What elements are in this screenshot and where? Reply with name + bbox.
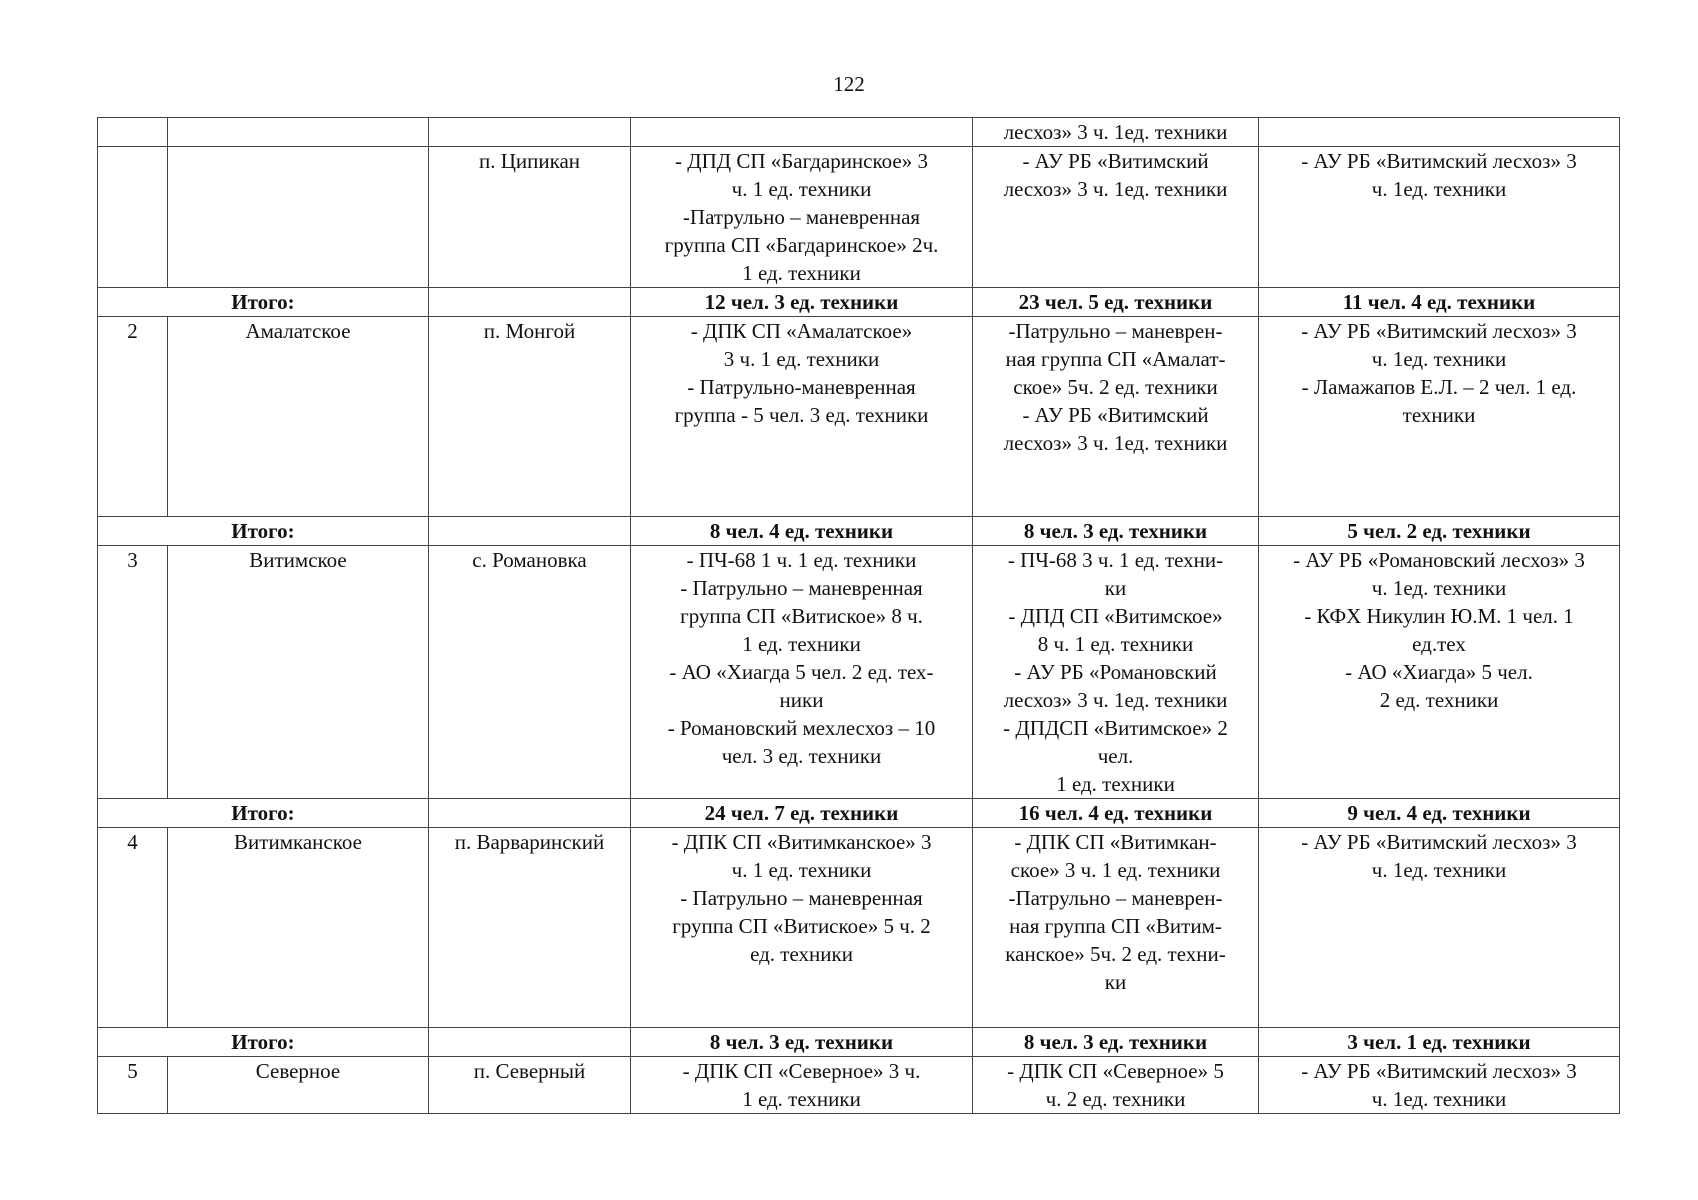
cell-num: 4 — [98, 828, 168, 1028]
total-col6: 5 чел. 2 ед. техники — [1259, 517, 1620, 546]
cell-text-line: 1 ед. техники — [742, 632, 861, 656]
cell-text-line: 3 ч. 1 ед. техники — [723, 347, 880, 371]
cell-text-line: лесхоз» 3 ч. 1ед. техники — [1003, 688, 1228, 712]
table-row — [98, 828, 1620, 1028]
cell-text-line: ки — [1104, 576, 1127, 600]
cell-text-line: - АО «Хиагда 5 чел. 2 ед. тех- — [669, 660, 934, 684]
cell-text-line: ед.тех — [1412, 632, 1466, 656]
cell-text-line: 8 ч. 1 ед. техники — [1037, 632, 1194, 656]
cell-text-line: -Патрульно – маневрен- — [1008, 886, 1223, 910]
total-col6: 3 чел. 1 ед. техники — [1259, 1028, 1620, 1057]
cell-text-line: - ДПК СП «Витимканское» 3 — [671, 830, 932, 854]
cell-col4 — [631, 147, 973, 288]
cell-locality: с. Романовка — [429, 546, 631, 799]
total-col5: 8 чел. 3 ед. техники — [973, 1028, 1259, 1057]
cell-col6 — [1259, 546, 1620, 799]
cell-settlement-name: Амалатское — [168, 317, 429, 517]
cell-text-line: ское» 5ч. 2 ед. техники — [1013, 375, 1218, 399]
cell-locality: п. Ципикан — [429, 147, 631, 288]
cell-text-line: - АУ РБ «Витимский — [1022, 149, 1209, 173]
total-locality-empty — [429, 288, 631, 317]
total-label: Итого: — [98, 1028, 429, 1057]
cell-text-line: - АУ РБ «Витимский лесхоз» 3 — [1301, 319, 1577, 343]
cell-col5 — [973, 317, 1259, 517]
cell-text-line: - АУ РБ «Романовский лесхоз» 3 — [1293, 548, 1585, 572]
cell-text-line: - ПЧ-68 3 ч. 1 ед. техни- — [1007, 548, 1224, 572]
total-col5: 23 чел. 5 ед. техники — [973, 288, 1259, 317]
cell-text-line: - ПЧ-68 1 ч. 1 ед. техники — [686, 548, 917, 572]
cell-text-line: ч. 1ед. техники — [1371, 347, 1507, 371]
cell-text-line: - ДПДСП «Витимское» 2 — [1003, 716, 1228, 740]
cell-num: 2 — [98, 317, 168, 517]
cell-col5 — [973, 147, 1259, 288]
table-row — [98, 317, 1620, 517]
cell-locality — [429, 118, 631, 147]
cell-col6 — [1259, 828, 1620, 1028]
cell-text-line: чел. 3 ед. техники — [721, 744, 882, 768]
cell-text-line: ч. 1 ед. техники — [731, 858, 872, 882]
cell-settlement-name: Витимканское — [168, 828, 429, 1028]
cell-text-line: - ДПК СП «Амалатское» — [690, 319, 913, 343]
cell-col4 — [631, 546, 973, 799]
total-col4: 8 чел. 3 ед. техники — [631, 1028, 973, 1057]
cell-text-line: - ДПК СП «Северное» 5 — [1007, 1059, 1224, 1083]
cell-text-line: - ДПК СП «Северное» 3 ч. — [682, 1059, 921, 1083]
cell-text-line: техники — [1402, 403, 1476, 427]
cell-text-line: 2 ед. техники — [1379, 688, 1499, 712]
cell-text-line: ч. 2 ед. техники — [1045, 1087, 1186, 1111]
cell-text-line: - ДПД СП «Витимское» — [1008, 604, 1223, 628]
cell-text-line: ч. 1ед. техники — [1371, 858, 1507, 882]
cell-text-line: ная группа СП «Амалат- — [1005, 347, 1226, 371]
cell-text-line: - Романовский мехлесхоз – 10 — [667, 716, 936, 740]
cell-col5 — [973, 118, 1259, 147]
cell-col5 — [973, 828, 1259, 1028]
cell-col4 — [631, 317, 973, 517]
page-number: 122 — [833, 72, 865, 96]
cell-text-line: - АУ РБ «Витимский — [1022, 403, 1209, 427]
cell-text-line: - Патрульно – маневренная — [680, 886, 923, 910]
total-locality-empty — [429, 1028, 631, 1057]
total-col5: 8 чел. 3 ед. техники — [973, 517, 1259, 546]
cell-text-line: ское» 3 ч. 1 ед. техники — [1010, 858, 1221, 882]
total-row — [98, 517, 1620, 546]
cell-text-line: группа СП «Багдаринское» 2ч. — [664, 233, 939, 257]
resources-table-body — [98, 118, 1620, 1114]
cell-text-line: ч. 1ед. техники — [1371, 576, 1507, 600]
cell-text-line: - ДПК СП «Витимкан- — [1014, 830, 1217, 854]
cell-text-line: 1 ед. техники — [742, 1087, 861, 1111]
total-col6: 11 чел. 4 ед. техники — [1259, 288, 1620, 317]
cell-text-line: - ДПД СП «Багдаринское» 3 — [675, 149, 928, 173]
cell-text-line: 1 ед. техники — [1056, 772, 1175, 796]
cell-text-line: лесхоз» 3 ч. 1ед. техники — [1003, 120, 1228, 144]
cell-num: 5 — [98, 1057, 168, 1114]
total-row — [98, 1028, 1620, 1057]
cell-text-line: - АО «Хиагда» 5 чел. — [1345, 660, 1533, 684]
cell-text-line: - Ламажапов Е.Л. – 2 чел. 1 ед. — [1301, 375, 1577, 399]
table-row — [98, 1057, 1620, 1114]
cell-col4 — [631, 828, 973, 1028]
cell-text-line: ч. 1ед. техники — [1371, 177, 1507, 201]
cell-col6 — [1259, 147, 1620, 288]
cell-text-line: - КФХ Никулин Ю.М. 1 чел. 1 — [1304, 604, 1574, 628]
cell-locality: п. Варваринский — [429, 828, 631, 1028]
cell-text-line: канское» 5ч. 2 ед. техни- — [1005, 942, 1226, 966]
cell-text-line: - АУ РБ «Романовский — [1014, 660, 1217, 684]
total-col4: 24 чел. 7 ед. техники — [631, 799, 973, 828]
cell-col6 — [1259, 118, 1620, 147]
cell-locality: п. Монгой — [429, 317, 631, 517]
total-row — [98, 288, 1620, 317]
cell-settlement-name: Витимское — [168, 546, 429, 799]
cell-num — [98, 147, 168, 288]
table-row — [98, 147, 1620, 288]
total-label: Итого: — [98, 799, 429, 828]
cell-text-line: ки — [1104, 970, 1127, 994]
table-row — [98, 118, 1620, 147]
cell-col5 — [973, 546, 1259, 799]
cell-text-line: группа - 5 чел. 3 ед. техники — [674, 403, 929, 427]
cell-text-line: -Патрульно – маневренная — [682, 205, 921, 229]
total-locality-empty — [429, 517, 631, 546]
cell-text-line: - Патрульно – маневренная — [680, 576, 923, 600]
cell-text-line: группа СП «Витиское» 5 ч. 2 — [672, 914, 931, 938]
cell-text-line: ед. техники — [750, 942, 853, 966]
total-row — [98, 799, 1620, 828]
cell-text-line: -Патрульно – маневрен- — [1008, 319, 1223, 343]
total-locality-empty — [429, 799, 631, 828]
cell-text-line: лесхоз» 3 ч. 1ед. техники — [1003, 177, 1228, 201]
cell-num: 3 — [98, 546, 168, 799]
cell-settlement-name: Северное — [168, 1057, 429, 1114]
resources-table — [97, 117, 1620, 1114]
cell-text-line: ники — [779, 688, 824, 712]
cell-text-line: 1 ед. техники — [742, 261, 861, 285]
cell-text-line: ч. 1 ед. техники — [731, 177, 872, 201]
cell-col6 — [1259, 317, 1620, 517]
total-col6: 9 чел. 4 ед. техники — [1259, 799, 1620, 828]
cell-settlement-name — [168, 147, 429, 288]
cell-locality: п. Северный — [429, 1057, 631, 1114]
cell-text-line: ная группа СП «Витим- — [1009, 914, 1222, 938]
cell-settlement-name — [168, 118, 429, 147]
total-label: Итого: — [98, 288, 429, 317]
cell-col4 — [631, 118, 973, 147]
total-col4: 8 чел. 4 ед. техники — [631, 517, 973, 546]
cell-col4 — [631, 1057, 973, 1114]
total-col5: 16 чел. 4 ед. техники — [973, 799, 1259, 828]
total-label: Итого: — [98, 517, 429, 546]
cell-text-line: чел. — [1097, 744, 1134, 768]
cell-text-line: - АУ РБ «Витимский лесхоз» 3 — [1301, 1059, 1577, 1083]
cell-text-line: лесхоз» 3 ч. 1ед. техники — [1003, 431, 1228, 455]
cell-col5 — [973, 1057, 1259, 1114]
table-row — [98, 546, 1620, 799]
cell-text-line: группа СП «Витиское» 8 ч. — [680, 604, 923, 628]
cell-num — [98, 118, 168, 147]
cell-text-line: - Патрульно-маневренная — [687, 375, 916, 399]
total-col4: 12 чел. 3 ед. техники — [631, 288, 973, 317]
cell-col6 — [1259, 1057, 1620, 1114]
cell-text-line: ч. 1ед. техники — [1371, 1087, 1507, 1111]
cell-text-line: - АУ РБ «Витимский лесхоз» 3 — [1301, 149, 1577, 173]
cell-text-line: - АУ РБ «Витимский лесхоз» 3 — [1301, 830, 1577, 854]
